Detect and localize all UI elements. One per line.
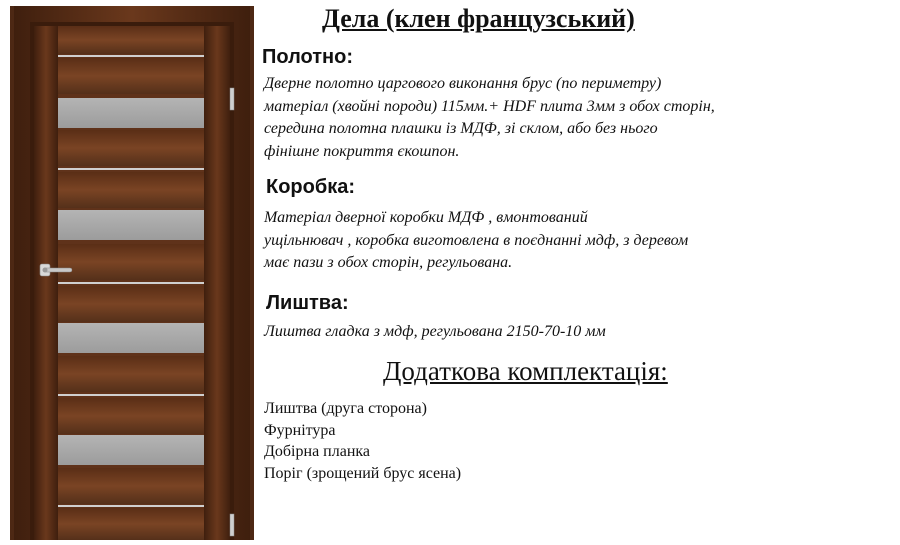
section-text-polotno <box>264 73 715 163</box>
section-heading-korobka: Коробка: <box>266 176 356 198</box>
list-item: Добірна планка <box>264 443 371 460</box>
door-image <box>0 0 256 540</box>
text-line: Матеріал дверної коробки МДФ , вмонтований <box>264 209 588 226</box>
page-title: Дела (клен французський) <box>322 4 635 33</box>
section-heading-lyshtva: Лиштва: <box>266 292 349 314</box>
glass-panel-4 <box>58 435 204 465</box>
text-line: фінішне покриття єкошпон. <box>264 142 460 160</box>
glass-panel-3 <box>58 323 204 353</box>
section-heading-polotno: Полотно: <box>262 46 354 68</box>
glass-panel-1 <box>58 98 204 128</box>
text-line: Дверне полотно царгового виконання брус (по периметру) <box>264 75 662 92</box>
door-illustration <box>0 0 256 540</box>
list-item: Лиштва (друга сторона) <box>264 400 427 417</box>
extra-heading: Додаткова комплектація: <box>383 356 668 386</box>
list-item: Поріг (зрощений брус ясена) <box>264 464 462 482</box>
text-line: середина полотна плашки із МДФ, зі склом, або без нього <box>264 120 658 137</box>
left-stile <box>34 26 58 540</box>
text-line: має пази з обох сторін, регульована. <box>264 254 513 271</box>
section-text-lyshtva <box>264 321 606 344</box>
extra-items-list <box>264 398 461 484</box>
right-stile <box>204 26 230 540</box>
glass-panel-2 <box>58 210 204 240</box>
text-line: Лиштва гладка з мдф, регульована 2150-70-10 мм <box>264 323 606 340</box>
list-item: Фурнітура <box>264 421 336 439</box>
text-line: ущільнювач , коробка виготовлена в поєднанні мдф, з деревом <box>264 231 689 249</box>
section-text-korobka <box>264 207 688 275</box>
text-line: матеріал (хвойні породи) 115мм.+ HDF плита 3мм з обох сторін, <box>264 97 715 115</box>
